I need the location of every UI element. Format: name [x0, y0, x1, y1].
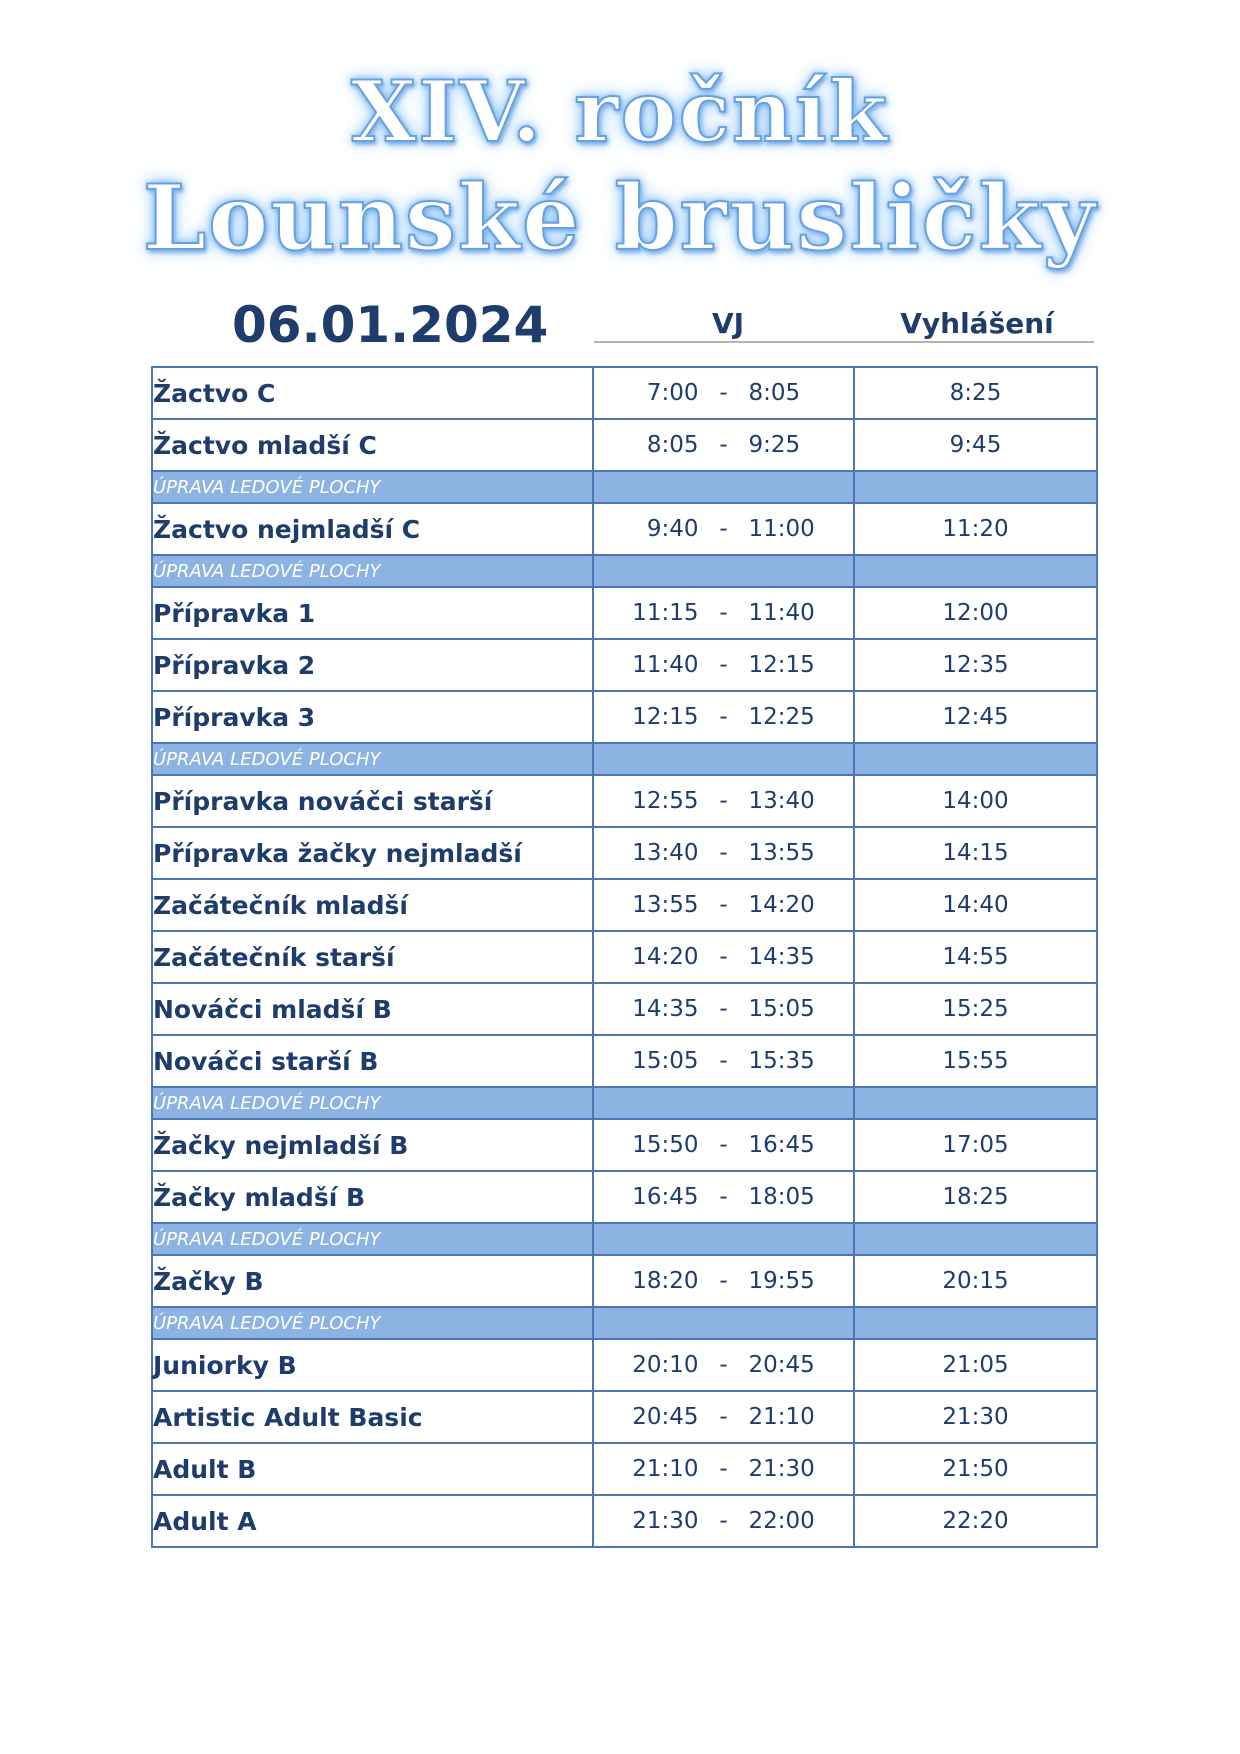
vj-end-time: 13:40 [748, 788, 815, 814]
vj-start-time: 7:00 [646, 380, 699, 406]
category-row [152, 1495, 1097, 1547]
vj-end-time: 21:10 [748, 1404, 815, 1430]
ice-maintenance-row [152, 743, 1097, 775]
ice-maintenance-row [152, 1087, 1097, 1119]
category-name: Žactvo nejmladší C [152, 503, 593, 555]
vj-start-time: 12:15 [632, 704, 699, 730]
schedule-body [152, 367, 1097, 1547]
category-name: Přípravka 2 [152, 639, 593, 691]
award-time: 15:25 [854, 983, 1097, 1035]
vj-time-separator: - [719, 1456, 728, 1482]
award-time: 11:20 [854, 503, 1097, 555]
category-row [152, 879, 1097, 931]
category-row [152, 587, 1097, 639]
ice-maintenance-cell [593, 1223, 854, 1255]
ice-maintenance-label: ÚPRAVA LEDOVÉ PLOCHY [152, 1307, 593, 1339]
vj-time-range [593, 879, 854, 931]
vj-time-range [593, 1391, 854, 1443]
ice-maintenance-row [152, 555, 1097, 587]
vj-start-time: 21:30 [632, 1508, 699, 1534]
vj-time-separator: - [719, 600, 728, 626]
ice-maintenance-cell [593, 1307, 854, 1339]
column-header-vyhlaseni: Vyhlášení [900, 307, 1054, 340]
vj-start-time: 15:05 [632, 1048, 699, 1074]
category-name: Přípravka 1 [152, 587, 593, 639]
vj-start-time: 21:10 [632, 1456, 699, 1482]
title-line-1: XIV. ročník [350, 62, 890, 161]
category-row [152, 367, 1097, 419]
award-time: 9:45 [854, 419, 1097, 471]
vj-time-separator: - [719, 652, 728, 678]
ice-maintenance-label: ÚPRAVA LEDOVÉ PLOCHY [152, 471, 593, 503]
vj-start-time: 9:40 [646, 516, 699, 542]
ice-maintenance-cell [854, 743, 1097, 775]
vj-time-range [593, 983, 854, 1035]
award-time: 14:55 [854, 931, 1097, 983]
category-row [152, 503, 1097, 555]
vj-time-separator: - [719, 1184, 728, 1210]
vj-time-separator: - [719, 432, 728, 458]
vj-time-range [593, 587, 854, 639]
vj-end-time: 9:25 [748, 432, 801, 458]
vj-end-time: 11:00 [748, 516, 815, 542]
award-time: 12:45 [854, 691, 1097, 743]
award-time: 18:25 [854, 1171, 1097, 1223]
vj-time-separator: - [719, 1132, 728, 1158]
category-name: Přípravka nováčci starší [152, 775, 593, 827]
ice-maintenance-cell [593, 1087, 854, 1119]
schedule-table [151, 366, 1098, 1548]
category-row [152, 1255, 1097, 1307]
category-row [152, 419, 1097, 471]
award-time: 21:05 [854, 1339, 1097, 1391]
category-name: Nováčci mladší B [152, 983, 593, 1035]
category-name: Začátečník starší [152, 931, 593, 983]
vj-end-time: 11:40 [748, 600, 815, 626]
vj-time-range [593, 503, 854, 555]
vj-start-time: 18:20 [632, 1268, 699, 1294]
award-time: 14:15 [854, 827, 1097, 879]
vj-end-time: 21:30 [748, 1456, 815, 1482]
vj-time-range [593, 1255, 854, 1307]
ice-maintenance-cell [854, 471, 1097, 503]
vj-end-time: 19:55 [748, 1268, 815, 1294]
award-time: 22:20 [854, 1495, 1097, 1547]
category-row [152, 775, 1097, 827]
vj-time-separator: - [719, 840, 728, 866]
vj-time-range [593, 1171, 854, 1223]
category-name: Začátečník mladší [152, 879, 593, 931]
vj-end-time: 14:20 [748, 892, 815, 918]
award-time: 14:00 [854, 775, 1097, 827]
vj-time-range [593, 1119, 854, 1171]
category-name: Juniorky B [152, 1339, 593, 1391]
event-date: 06.01.2024 [232, 296, 549, 354]
ice-maintenance-label: ÚPRAVA LEDOVÉ PLOCHY [152, 555, 593, 587]
vj-time-separator: - [719, 996, 728, 1022]
vj-time-range [593, 775, 854, 827]
vj-end-time: 18:05 [748, 1184, 815, 1210]
vj-time-range [593, 931, 854, 983]
vj-end-time: 22:00 [748, 1508, 815, 1534]
vj-time-range [593, 1339, 854, 1391]
category-row [152, 1119, 1097, 1171]
vj-end-time: 13:55 [748, 840, 815, 866]
vj-time-range [593, 1495, 854, 1547]
vj-end-time: 14:35 [748, 944, 815, 970]
award-time: 8:25 [854, 367, 1097, 419]
vj-start-time: 11:40 [632, 652, 699, 678]
category-name: Žačky B [152, 1255, 593, 1307]
vj-time-range [593, 367, 854, 419]
vj-time-separator: - [719, 516, 728, 542]
ice-maintenance-cell [593, 471, 854, 503]
vj-end-time: 16:45 [748, 1132, 815, 1158]
category-name: Artistic Adult Basic [152, 1391, 593, 1443]
category-row [152, 691, 1097, 743]
vj-end-time: 15:35 [748, 1048, 815, 1074]
vj-start-time: 20:45 [632, 1404, 699, 1430]
ice-maintenance-cell [593, 555, 854, 587]
category-name: Nováčci starší B [152, 1035, 593, 1087]
ice-maintenance-label: ÚPRAVA LEDOVÉ PLOCHY [152, 1087, 593, 1119]
vj-time-separator: - [719, 1048, 728, 1074]
category-row [152, 639, 1097, 691]
vj-time-range [593, 691, 854, 743]
vj-end-time: 12:25 [748, 704, 815, 730]
ice-maintenance-row [152, 1223, 1097, 1255]
ice-maintenance-label: ÚPRAVA LEDOVÉ PLOCHY [152, 1223, 593, 1255]
vj-end-time: 8:05 [748, 380, 801, 406]
category-row [152, 1391, 1097, 1443]
award-time: 20:15 [854, 1255, 1097, 1307]
vj-end-time: 20:45 [748, 1352, 815, 1378]
title-line-2: Lounské brusličky [142, 165, 1098, 271]
category-row [152, 1339, 1097, 1391]
header-underline [594, 341, 1094, 343]
category-row [152, 1035, 1097, 1087]
ice-maintenance-cell [854, 1087, 1097, 1119]
category-name: Adult A [152, 1495, 593, 1547]
ice-maintenance-cell [854, 1223, 1097, 1255]
vj-time-separator: - [719, 1268, 728, 1294]
category-row [152, 1171, 1097, 1223]
vj-time-range [593, 827, 854, 879]
award-time: 17:05 [854, 1119, 1097, 1171]
category-name: Žačky nejmladší B [152, 1119, 593, 1171]
category-name: Přípravka 3 [152, 691, 593, 743]
vj-time-separator: - [719, 1508, 728, 1534]
vj-start-time: 13:55 [632, 892, 699, 918]
award-time: 12:00 [854, 587, 1097, 639]
ice-maintenance-row [152, 1307, 1097, 1339]
category-name: Žactvo C [152, 367, 593, 419]
vj-time-separator: - [719, 380, 728, 406]
award-time: 12:35 [854, 639, 1097, 691]
category-name: Žactvo mladší C [152, 419, 593, 471]
vj-start-time: 8:05 [646, 432, 699, 458]
vj-time-separator: - [719, 1352, 728, 1378]
vj-time-range [593, 1443, 854, 1495]
category-row [152, 827, 1097, 879]
vj-time-range [593, 1035, 854, 1087]
vj-time-separator: - [719, 944, 728, 970]
vj-start-time: 20:10 [632, 1352, 699, 1378]
vj-start-time: 13:40 [632, 840, 699, 866]
award-time: 21:50 [854, 1443, 1097, 1495]
vj-time-separator: - [719, 1404, 728, 1430]
column-header-vj: VJ [711, 307, 745, 340]
category-name: Adult B [152, 1443, 593, 1495]
vj-time-separator: - [719, 788, 728, 814]
vj-end-time: 12:15 [748, 652, 815, 678]
category-name: Žačky mladší B [152, 1171, 593, 1223]
vj-start-time: 16:45 [632, 1184, 699, 1210]
vj-start-time: 11:15 [632, 600, 699, 626]
award-time: 15:55 [854, 1035, 1097, 1087]
vj-time-range [593, 419, 854, 471]
vj-start-time: 14:20 [632, 944, 699, 970]
award-time: 14:40 [854, 879, 1097, 931]
category-row [152, 983, 1097, 1035]
ice-maintenance-label: ÚPRAVA LEDOVÉ PLOCHY [152, 743, 593, 775]
vj-start-time: 15:50 [632, 1132, 699, 1158]
vj-start-time: 12:55 [632, 788, 699, 814]
ice-maintenance-cell [854, 1307, 1097, 1339]
vj-end-time: 15:05 [748, 996, 815, 1022]
vj-time-separator: - [719, 704, 728, 730]
vj-time-range [593, 639, 854, 691]
category-name: Přípravka žačky nejmladší [152, 827, 593, 879]
category-row [152, 931, 1097, 983]
category-row [152, 1443, 1097, 1495]
ice-maintenance-row [152, 471, 1097, 503]
ice-maintenance-cell [593, 743, 854, 775]
ice-maintenance-cell [854, 555, 1097, 587]
vj-start-time: 14:35 [632, 996, 699, 1022]
award-time: 21:30 [854, 1391, 1097, 1443]
vj-time-separator: - [719, 892, 728, 918]
